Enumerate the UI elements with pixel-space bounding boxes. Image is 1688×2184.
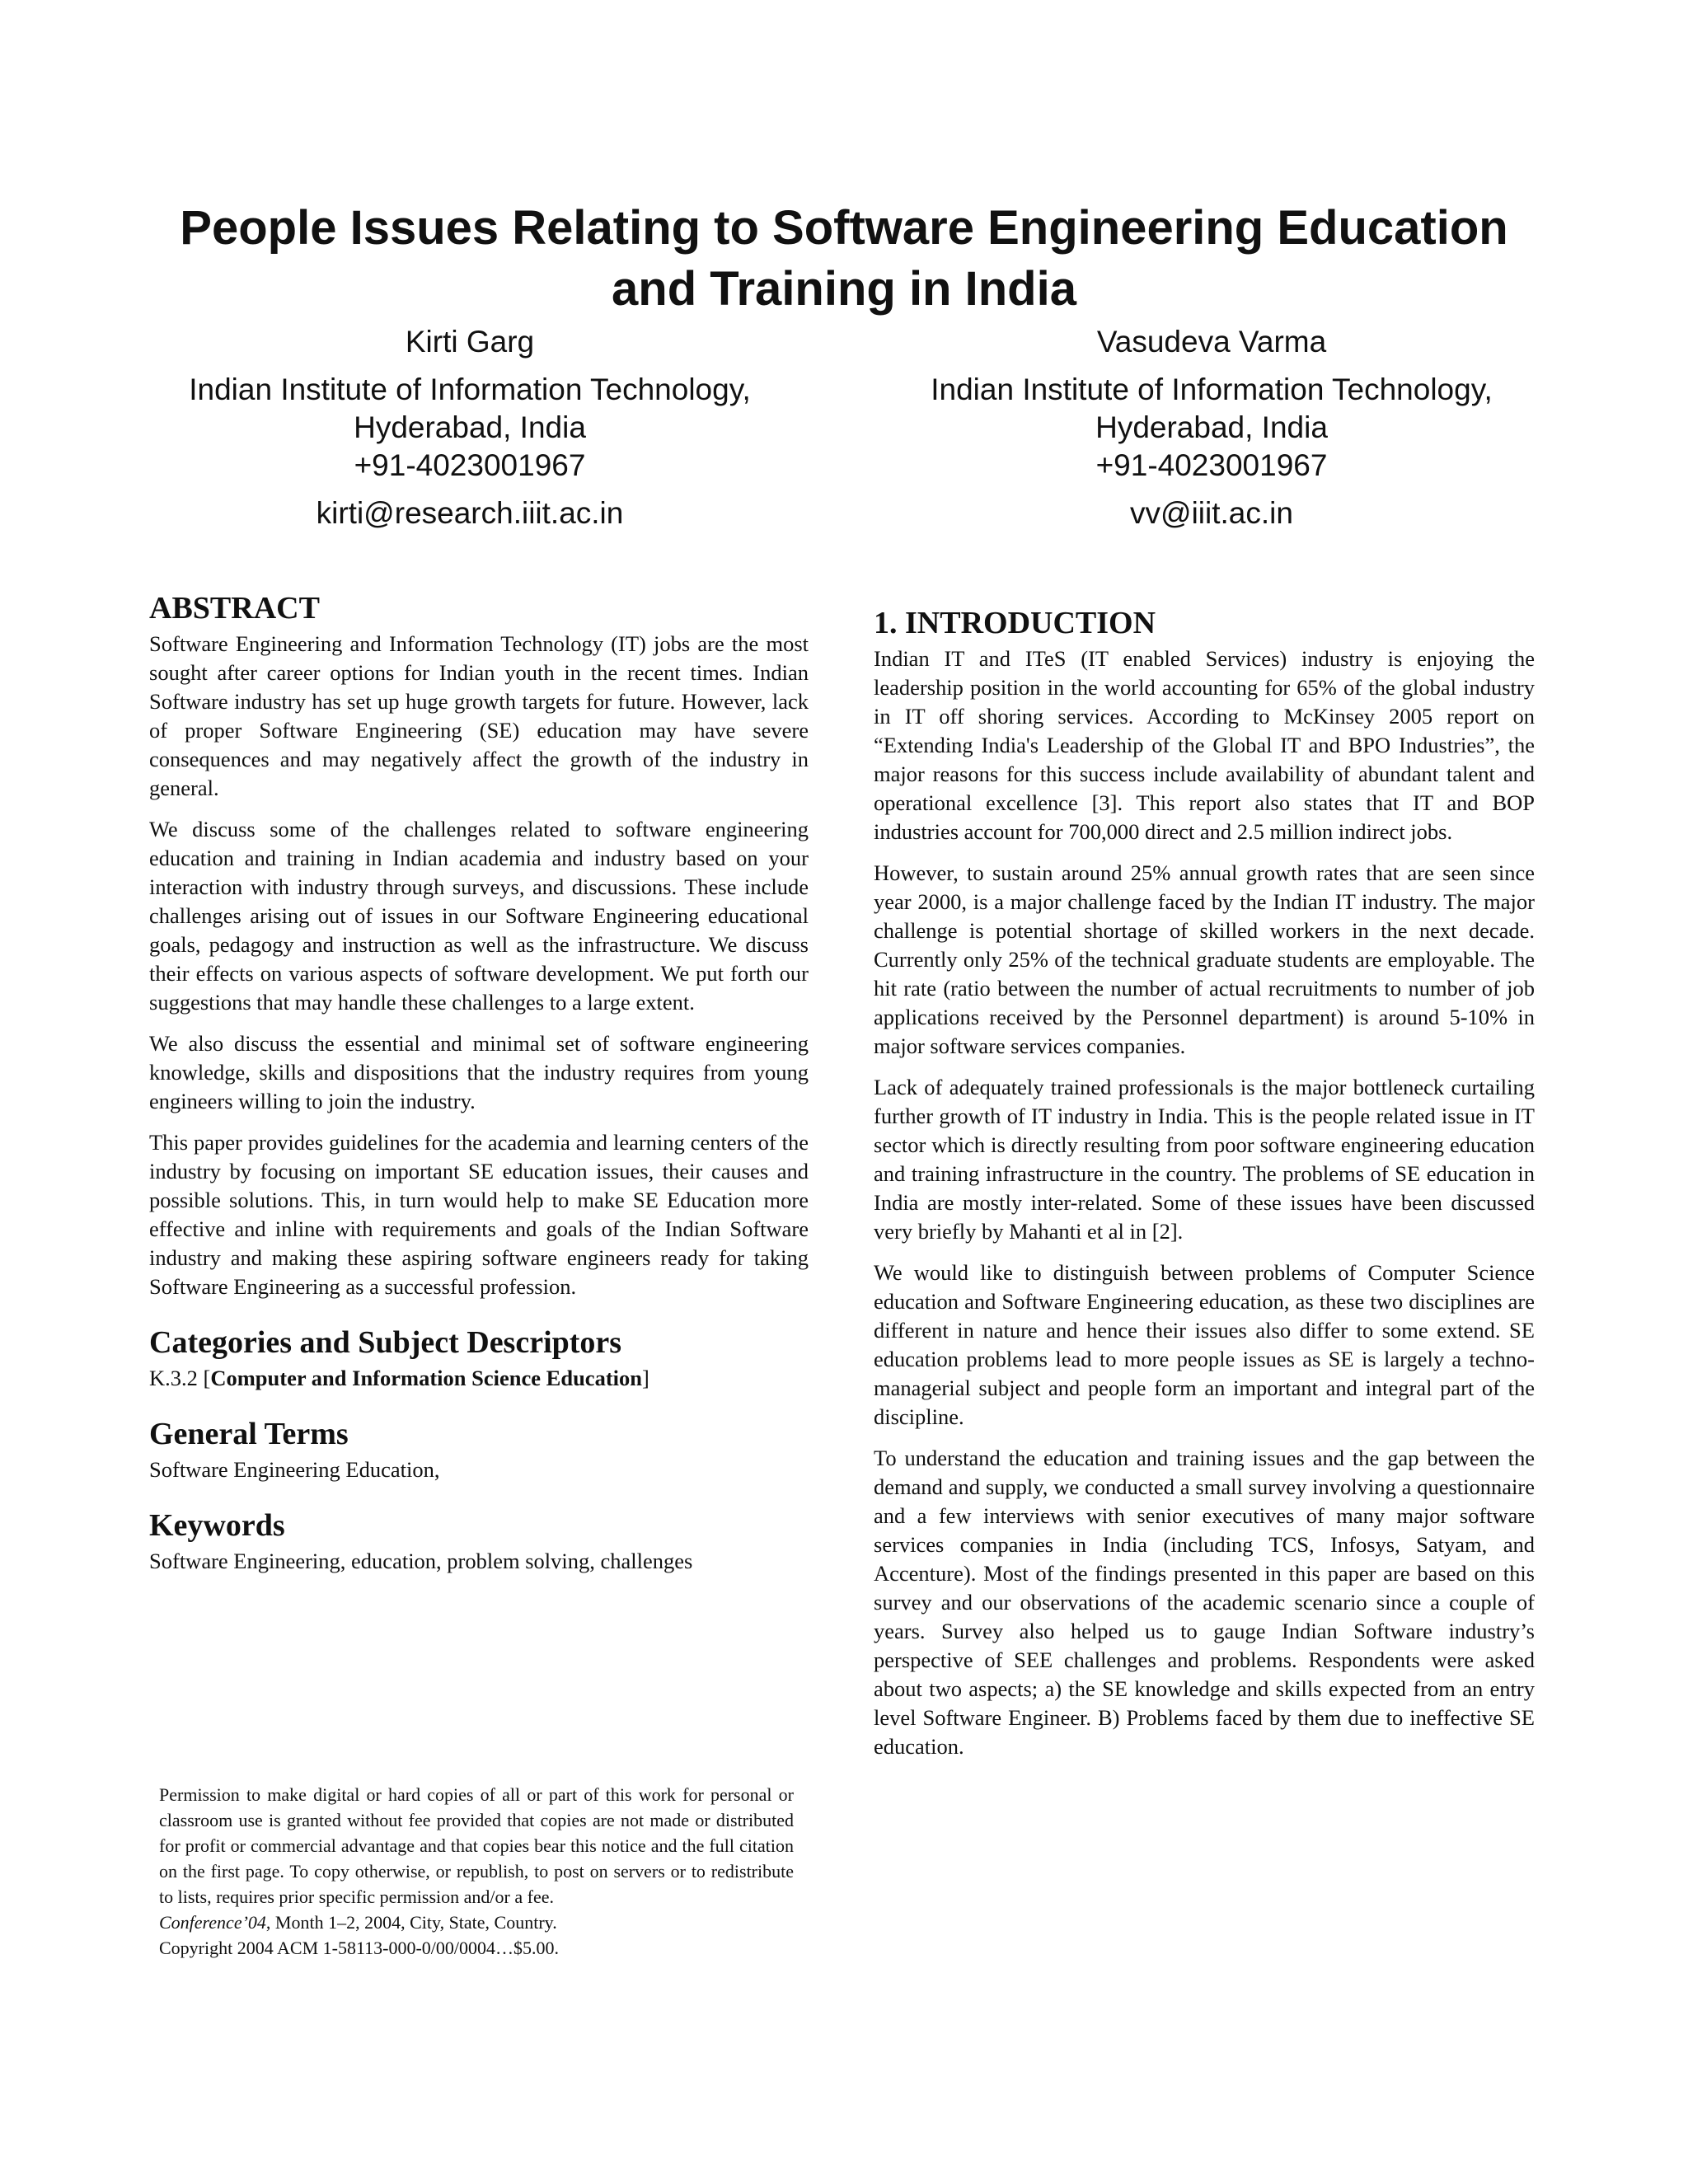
- introduction-paragraph: However, to sustain around 25% annual growth rates that are seen since year 2000, is a major challenge faced by the Indian IT industry. The major challenge is potential shortage of skilled workers in the next decade. Currently only 25% of the technical graduate students are employable. The hit rate (ratio between the number of actual recruitments to number of job applications received by the Personnel department) is around 5-10% in major software services companies.: [874, 860, 1535, 1058]
- introduction-paragraph: We would like to distinguish between problems of Computer Science education and Software Engineering education, as these two disciplines are different in nature and hence their issues also differ to some extend. SE education problems lead to more people issues as SE is largely a techno-managerial subject and people form an important and integral part of the discipline.: [874, 1260, 1535, 1429]
- category-bracket: ]: [642, 1366, 649, 1390]
- general-terms-heading: General Terms: [149, 1417, 349, 1451]
- author-affiliation: Indian Institute of Information Technology,: [931, 373, 1493, 406]
- paper-title: [82, 198, 1606, 320]
- author-location: Hyderabad, India: [354, 410, 586, 444]
- author-name: Vasudeva Varma: [1096, 325, 1327, 359]
- introduction-paragraph: Indian IT and ITeS (IT enabled Services) industry is enjoying the leadership position in the world accounting for 65% of the global industry in IT off shoring services. According to McKinsey 2005 report on “Extending India's Leadership of the Global IT and BPO Industries”, the major reasons for this success include availability of abundant talent and operational excellence [3]. This report also states that IT and BOP industries account for 700,000 direct and 2.5 million indirect jobs.: [874, 646, 1535, 844]
- conference-details: , Month 1–2, 2004, City, State, Country.: [265, 1912, 557, 1933]
- right-column: [874, 605, 1535, 1774]
- abstract-heading: ABSTRACT: [149, 591, 320, 626]
- abstract-paragraph: This paper provides guidelines for the academia and learning centers of the industry by focusing on important SE education issues, their causes and possible solutions. This, in turn would help to make SE Education more effective and inline with requirements and goals of the Indian Software industry and making these aspiring software engineers ready for taking Software Engineering as a successful profession.: [149, 1130, 809, 1299]
- categories-heading: Categories and Subject Descriptors: [149, 1325, 622, 1360]
- conference-line: [159, 1910, 794, 1935]
- author-name: Kirti Garg: [405, 325, 535, 359]
- introduction-paragraph: Lack of adequately trained professionals is the major bottleneck curtailing further growth of IT industry in India. This is the people related issue in IT sector which is directly resulting from poor software engineering education and training infrastructure in the country. The problems of SE education in India are mostly inter-related. Some of these issues have been discussed very briefly by Mahanti et al in [2].: [874, 1075, 1535, 1244]
- permission-notice: [159, 1782, 794, 1961]
- author-phone: +91-4023001967: [354, 448, 586, 482]
- permission-text: Permission to make digital or hard copies of all or part of this work for personal or classroom use is granted without fee provided that copies are not made or distributed for profit or commercial advantage and that copies bear this notice and the full citation on the first page. To copy otherwise, or republish, to post on servers or to redistribute to lists, requires prior specific permission and/or a fee.: [159, 1784, 794, 1907]
- category-title: Computer and Information Science Education: [210, 1366, 642, 1390]
- left-column: [149, 590, 809, 1576]
- category-code: K.3.2 [: [149, 1366, 211, 1390]
- keywords-heading: Keywords: [149, 1508, 285, 1543]
- author-email: vv@iiit.ac.in: [1130, 496, 1293, 530]
- abstract-paragraph: We discuss some of the challenges related to software engineering education and training in Indian academia and industry based on your interaction with industry through surveys, and discussions. These include challenges arising out of issues in our Software Engineering educational goals, pedagogy and instruction as well as the infrastructure. We discuss their effects on various aspects of software development. We put forth our suggestions that may handle these challenges to a large extent.: [149, 817, 809, 1015]
- conference-name: Conference’04: [159, 1912, 266, 1933]
- general-terms-text: Software Engineering Education,: [149, 1457, 440, 1482]
- title-line-2: and Training in India: [612, 262, 1076, 316]
- abstract-paragraph: We also discuss the essential and minimal set of software engineering knowledge, skills and dispositions that the industry requires from young engineers willing to join the industry.: [149, 1031, 809, 1113]
- keywords-text: Software Engineering, education, problem solving, challenges: [149, 1549, 693, 1573]
- categories-descriptor: [149, 1364, 809, 1393]
- introduction-paragraph: To understand the education and training issues and the gap between the demand and supply, we conducted a small survey involving a questionnaire and a few interviews with senior executives of many major software services companies in India (including TCS, Infosys, Satyam, and Accenture). Most of the findings presented in this paper are based on this survey and our observations of the academic scenario since a couple of years. Survey also helped us to gauge Indian Software industry’s perspective of SEE challenges and problems. Respondents were asked about two aspects; a) the SE knowledge and skills expected from an entry level Software Engineer. B) Problems faced by them due to ineffective SE education.: [874, 1446, 1535, 1759]
- author-phone: +91-4023001967: [1095, 448, 1328, 482]
- title-line-1: People Issues Relating to Software Engineering Education: [180, 201, 1508, 255]
- author-affiliation: Indian Institute of Information Technology,: [189, 373, 751, 406]
- author-location: Hyderabad, India: [1095, 410, 1328, 444]
- author-email: kirti@research.iiit.ac.in: [316, 496, 624, 530]
- author-block-2: [865, 323, 1558, 532]
- copyright-line: Copyright 2004 ACM 1-58113-000-0/00/0004…$5.00.: [159, 1938, 560, 1958]
- author-block-1: [124, 323, 816, 532]
- introduction-heading: 1. INTRODUCTION: [874, 606, 1156, 640]
- abstract-paragraph: Software Engineering and Information Technology (IT) jobs are the most sought after career options for Indian youth in the recent times. Indian Software industry has set up huge growth targets for future. However, lack of proper Software Engineering (SE) education may have severe consequences and may negatively affect the growth of the industry in general.: [149, 631, 809, 800]
